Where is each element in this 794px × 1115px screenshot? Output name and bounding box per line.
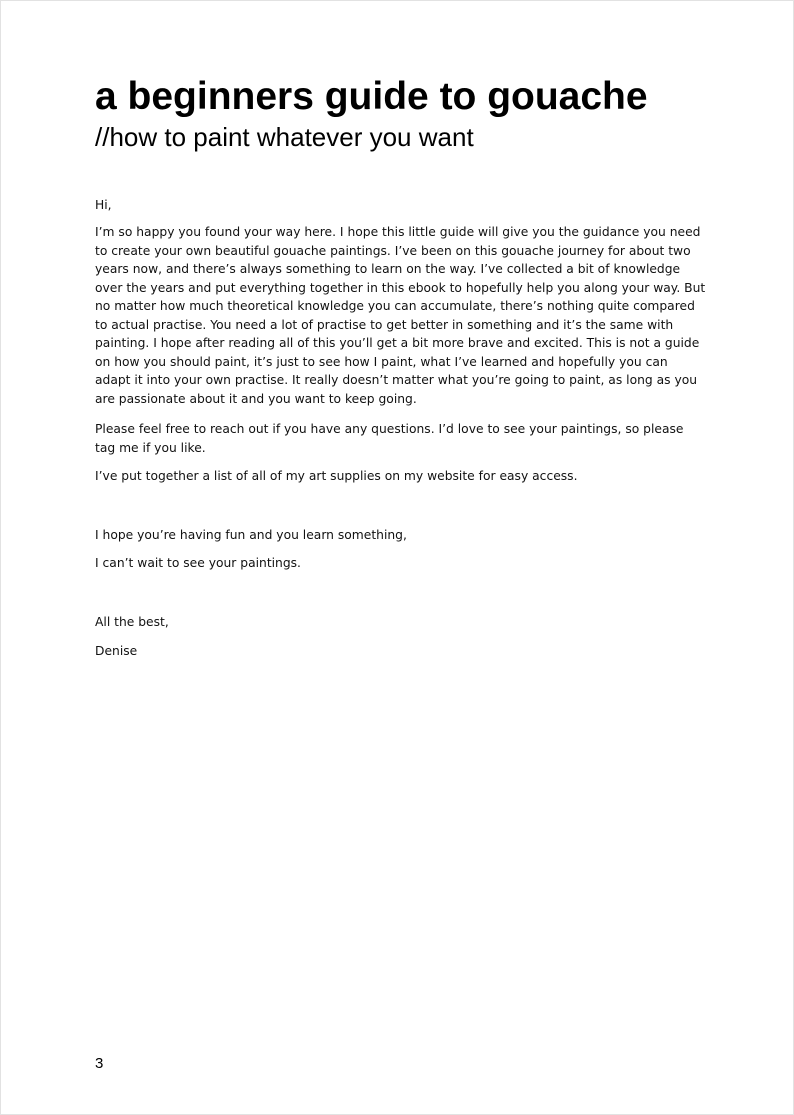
page-title: a beginners guide to gouache xyxy=(95,75,648,118)
intro-paragraph: I’m so happy you found your way here. I hope this little guide will give you the guidance you need to create your own beautiful gouache paintings. I’ve been on this gouache journey for about two years now, and there’s always something to learn on the way. I’ve collected a bit of knowledge over the years and put everything together in this ebook to hopefully help you along your way. But no matter how much theoretical knowledge you can accumulate, there’s nothing quite compared to actual practise. You need a lot of practise to get better in something and it’s the same with painting. I hope after reading all of this you’ll get a bit more brave and excited. This is not a guide on how you should paint, it’s just to see how I paint, what I’ve learned and hopefully you can adapt it into your own practise. It really doesn’t matter what you’re going to paint, as long as you are passionate about it and you want to keep going. xyxy=(95,225,706,406)
sign-off-text: All the best, xyxy=(95,615,169,629)
contact-paragraph: Please feel free to reach out if you have any questions. I’d love to see your paintings, so please tag me if you like. xyxy=(95,422,684,455)
closing-line-2: I can’t wait to see your paintings. xyxy=(95,556,301,570)
page-subtitle: //how to paint whatever you want xyxy=(95,122,474,152)
page-number: 3 xyxy=(95,1055,104,1072)
greeting-text: Hi, xyxy=(95,198,112,212)
closing-line-1: I hope you’re having fun and you learn something, xyxy=(95,528,407,542)
supplies-paragraph: I’ve put together a list of all of my art supplies on my website for easy access. xyxy=(95,469,578,483)
signature-text: Denise xyxy=(95,644,138,658)
